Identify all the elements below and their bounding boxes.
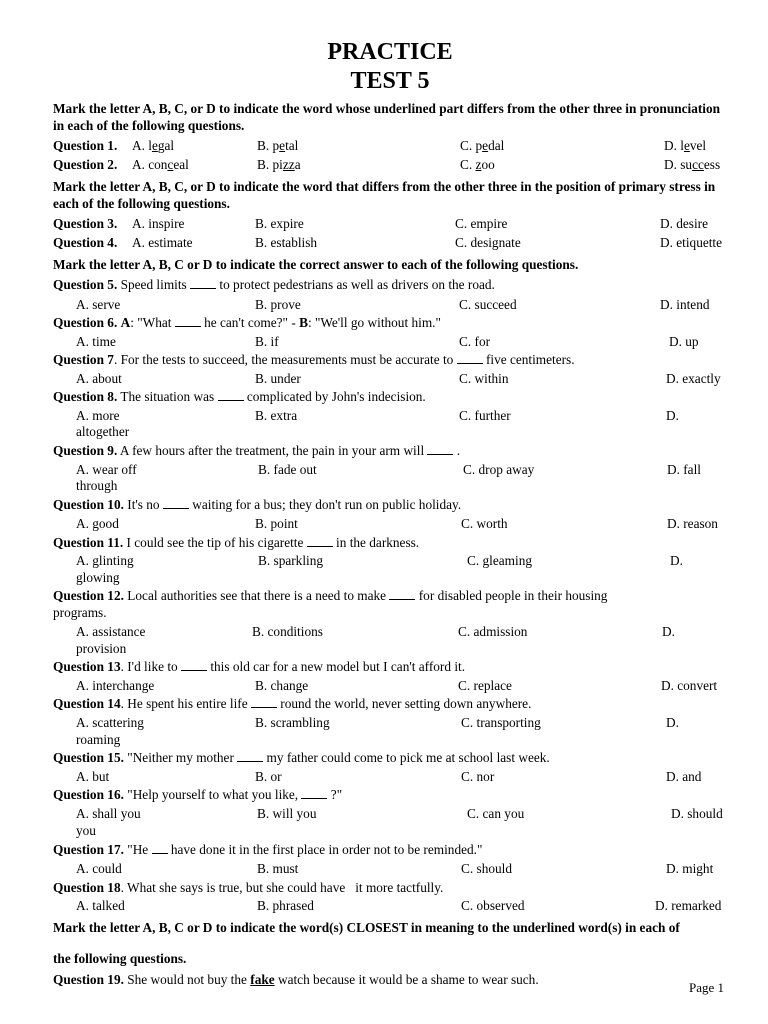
question-label: Question 1.: [53, 138, 118, 153]
question-14: Question 14. He spent his entire life round the world, never setting down anywhere.: [53, 696, 532, 711]
option-a: A. talked: [76, 898, 125, 913]
option-c: C. observed: [461, 898, 525, 913]
answer-blank: [237, 750, 263, 762]
option-d: D.: [666, 715, 679, 730]
option-b: B. expire: [255, 216, 304, 231]
option-d-continued: provision: [76, 641, 127, 656]
instruction-closest-continued: the following questions.: [53, 951, 187, 966]
option-d: D. up: [669, 334, 699, 349]
option-c: C. replace: [458, 678, 512, 693]
question-17: Question 17. "He have done it in the first place in order not to be reminded.": [53, 842, 483, 857]
option-d-continued: through: [76, 478, 118, 493]
option-c: C. further: [459, 408, 511, 423]
instruction-pronunciation: Mark the letter A, B, C, or D to indicate the word whose underlined part differs from the other three in pronunciation in each of the following questions.: [53, 101, 721, 133]
question-13: Question 13. I'd like to this old car for a new model but I can't afford it.: [53, 659, 466, 674]
option-c: C. succeed: [459, 297, 517, 312]
option-a: A. but: [76, 769, 110, 784]
option-b: B. point: [255, 516, 298, 531]
question-18: Question 18. What she says is true, but she could have it more tactfully.: [53, 880, 444, 895]
option-d: D. should: [671, 806, 723, 821]
answer-blank: [163, 497, 189, 509]
option-b: B. sparkling: [258, 553, 324, 568]
option-a: A. scattering: [76, 715, 144, 730]
answer-blank: [152, 842, 168, 854]
option-a: A. interchange: [76, 678, 155, 693]
option-a: A. glinting: [76, 553, 134, 568]
question-label: Question 2.: [53, 157, 118, 172]
option-b: B. establish: [255, 235, 318, 250]
option-a: A. could: [76, 861, 122, 876]
option-d-continued: roaming: [76, 732, 121, 747]
option-b: B. phrased: [257, 898, 314, 913]
page-number: Page 1: [688, 980, 724, 995]
question-9: Question 9. A few hours after the treatment, the pain in your arm will .: [53, 443, 461, 458]
option-d: D. exactly: [666, 371, 721, 386]
question-8: Question 8. The situation was complicated by John's indecision.: [53, 389, 426, 404]
option-c: C. zoo: [460, 157, 495, 172]
option-b: B. pizza: [257, 157, 301, 172]
option-c: C. designate: [455, 235, 521, 250]
option-b: B. will you: [257, 806, 317, 821]
option-a: A. conceal: [132, 157, 189, 172]
option-b: B. fade out: [258, 462, 317, 477]
option-d: D. convert: [661, 678, 718, 693]
option-d: D. desire: [660, 216, 708, 231]
option-a: A. more: [76, 408, 120, 423]
option-d: D. intend: [660, 297, 710, 312]
option-a: A. assistance: [76, 624, 146, 639]
option-a: A. serve: [76, 297, 121, 312]
option-b: B. change: [255, 678, 309, 693]
option-d: D. etiquette: [660, 235, 723, 250]
option-c: C. worth: [461, 516, 508, 531]
option-b: B. extra: [255, 408, 298, 423]
option-d-continued: glowing: [76, 570, 120, 585]
option-b: B. conditions: [252, 624, 323, 639]
answer-blank: [301, 787, 327, 799]
option-d: D. might: [666, 861, 714, 876]
option-a: A. inspire: [132, 216, 185, 231]
question-4: Question 4.: [53, 235, 118, 250]
option-c: C. transporting: [461, 715, 541, 730]
question-12-continued: programs.: [53, 605, 107, 620]
option-d: D. fall: [667, 462, 701, 477]
answer-blank: [457, 352, 483, 364]
option-c: C. nor: [461, 769, 495, 784]
answer-blank: [181, 659, 207, 671]
option-c: C. admission: [458, 624, 528, 639]
question-7: Question 7. For the tests to succeed, the measurements must be accurate to five centimeters.: [53, 352, 575, 367]
title-line-1: PRACTICE: [327, 39, 453, 65]
option-c: C. should: [461, 861, 512, 876]
option-d-continued: altogether: [76, 424, 130, 439]
option-d: D.: [666, 408, 679, 423]
answer-blank: [251, 696, 277, 708]
question-19: Question 19. She would not buy the fake watch because it would be a shame to wear such.: [53, 972, 539, 987]
instruction-closest: Mark the letter A, B, C or D to indicate the word(s) CLOSEST in meaning to the underlined word(s) in each of: [53, 920, 680, 935]
option-d: D. and: [666, 769, 702, 784]
option-b: B. if: [255, 334, 279, 349]
answer-blank: [175, 315, 201, 327]
option-d: D.: [662, 624, 675, 639]
answer-blank: [218, 389, 244, 401]
option-b: B. petal: [257, 138, 299, 153]
option-a: A. about: [76, 371, 122, 386]
option-b: B. must: [257, 861, 299, 876]
option-b: B. or: [255, 769, 282, 784]
answer-blank: [389, 588, 415, 600]
answer-blank: [190, 277, 216, 289]
option-d: D. remarked: [655, 898, 722, 913]
question-15: Question 15. "Neither my mother my father could come to pick me at school last week.: [53, 750, 550, 765]
question-11: Question 11. I could see the tip of his cigarette in the darkness.: [53, 535, 420, 550]
option-d: D. success: [664, 157, 721, 172]
option-d: D.: [670, 553, 683, 568]
option-c: C. gleaming: [467, 553, 532, 568]
instruction-correct: Mark the letter A, B, C or D to indicate the correct answer to each of the following questions.: [53, 257, 579, 272]
option-a: A. estimate: [132, 235, 193, 250]
option-c: C. empire: [455, 216, 508, 231]
option-d-continued: you: [76, 823, 96, 838]
title-line-2: TEST 5: [350, 68, 430, 94]
option-c: C. for: [459, 334, 491, 349]
option-c: C. drop away: [463, 462, 535, 477]
answer-blank: [307, 535, 333, 547]
question-12: Question 12. Local authorities see that there is a need to make for disabled people in their housing: [53, 588, 608, 603]
option-b: B. scrambling: [255, 715, 330, 730]
question-10: Question 10. It's no waiting for a bus; they don't run on public holiday.: [53, 497, 462, 512]
option-a: A. good: [76, 516, 119, 531]
option-a: A. wear off: [76, 462, 137, 477]
answer-blank: [427, 443, 453, 455]
option-a: A. time: [76, 334, 116, 349]
instruction-stress: Mark the letter A, B, C, or D to indicate the word that differs from the other three in the position of primary stress in each of the following questions.: [53, 179, 716, 211]
question-5: Question 5. Speed limits to protect pedestrians as well as drivers on the road.: [53, 277, 495, 292]
question-3: Question 3.: [53, 216, 118, 231]
option-c: C. within: [459, 371, 509, 386]
option-d: D. reason: [667, 516, 718, 531]
question-16: Question 16. "Help yourself to what you like, ?": [53, 787, 343, 802]
option-c: C. can you: [467, 806, 525, 821]
option-c: C. pedal: [460, 138, 505, 153]
option-b: B. under: [255, 371, 301, 386]
question-6: Question 6. A: "What he can't come?" - B: "We'll go without him.": [53, 315, 441, 330]
option-d: D. level: [664, 138, 707, 153]
option-a: A. legal: [132, 138, 175, 153]
option-b: B. prove: [255, 297, 301, 312]
option-a: A. shall you: [76, 806, 141, 821]
